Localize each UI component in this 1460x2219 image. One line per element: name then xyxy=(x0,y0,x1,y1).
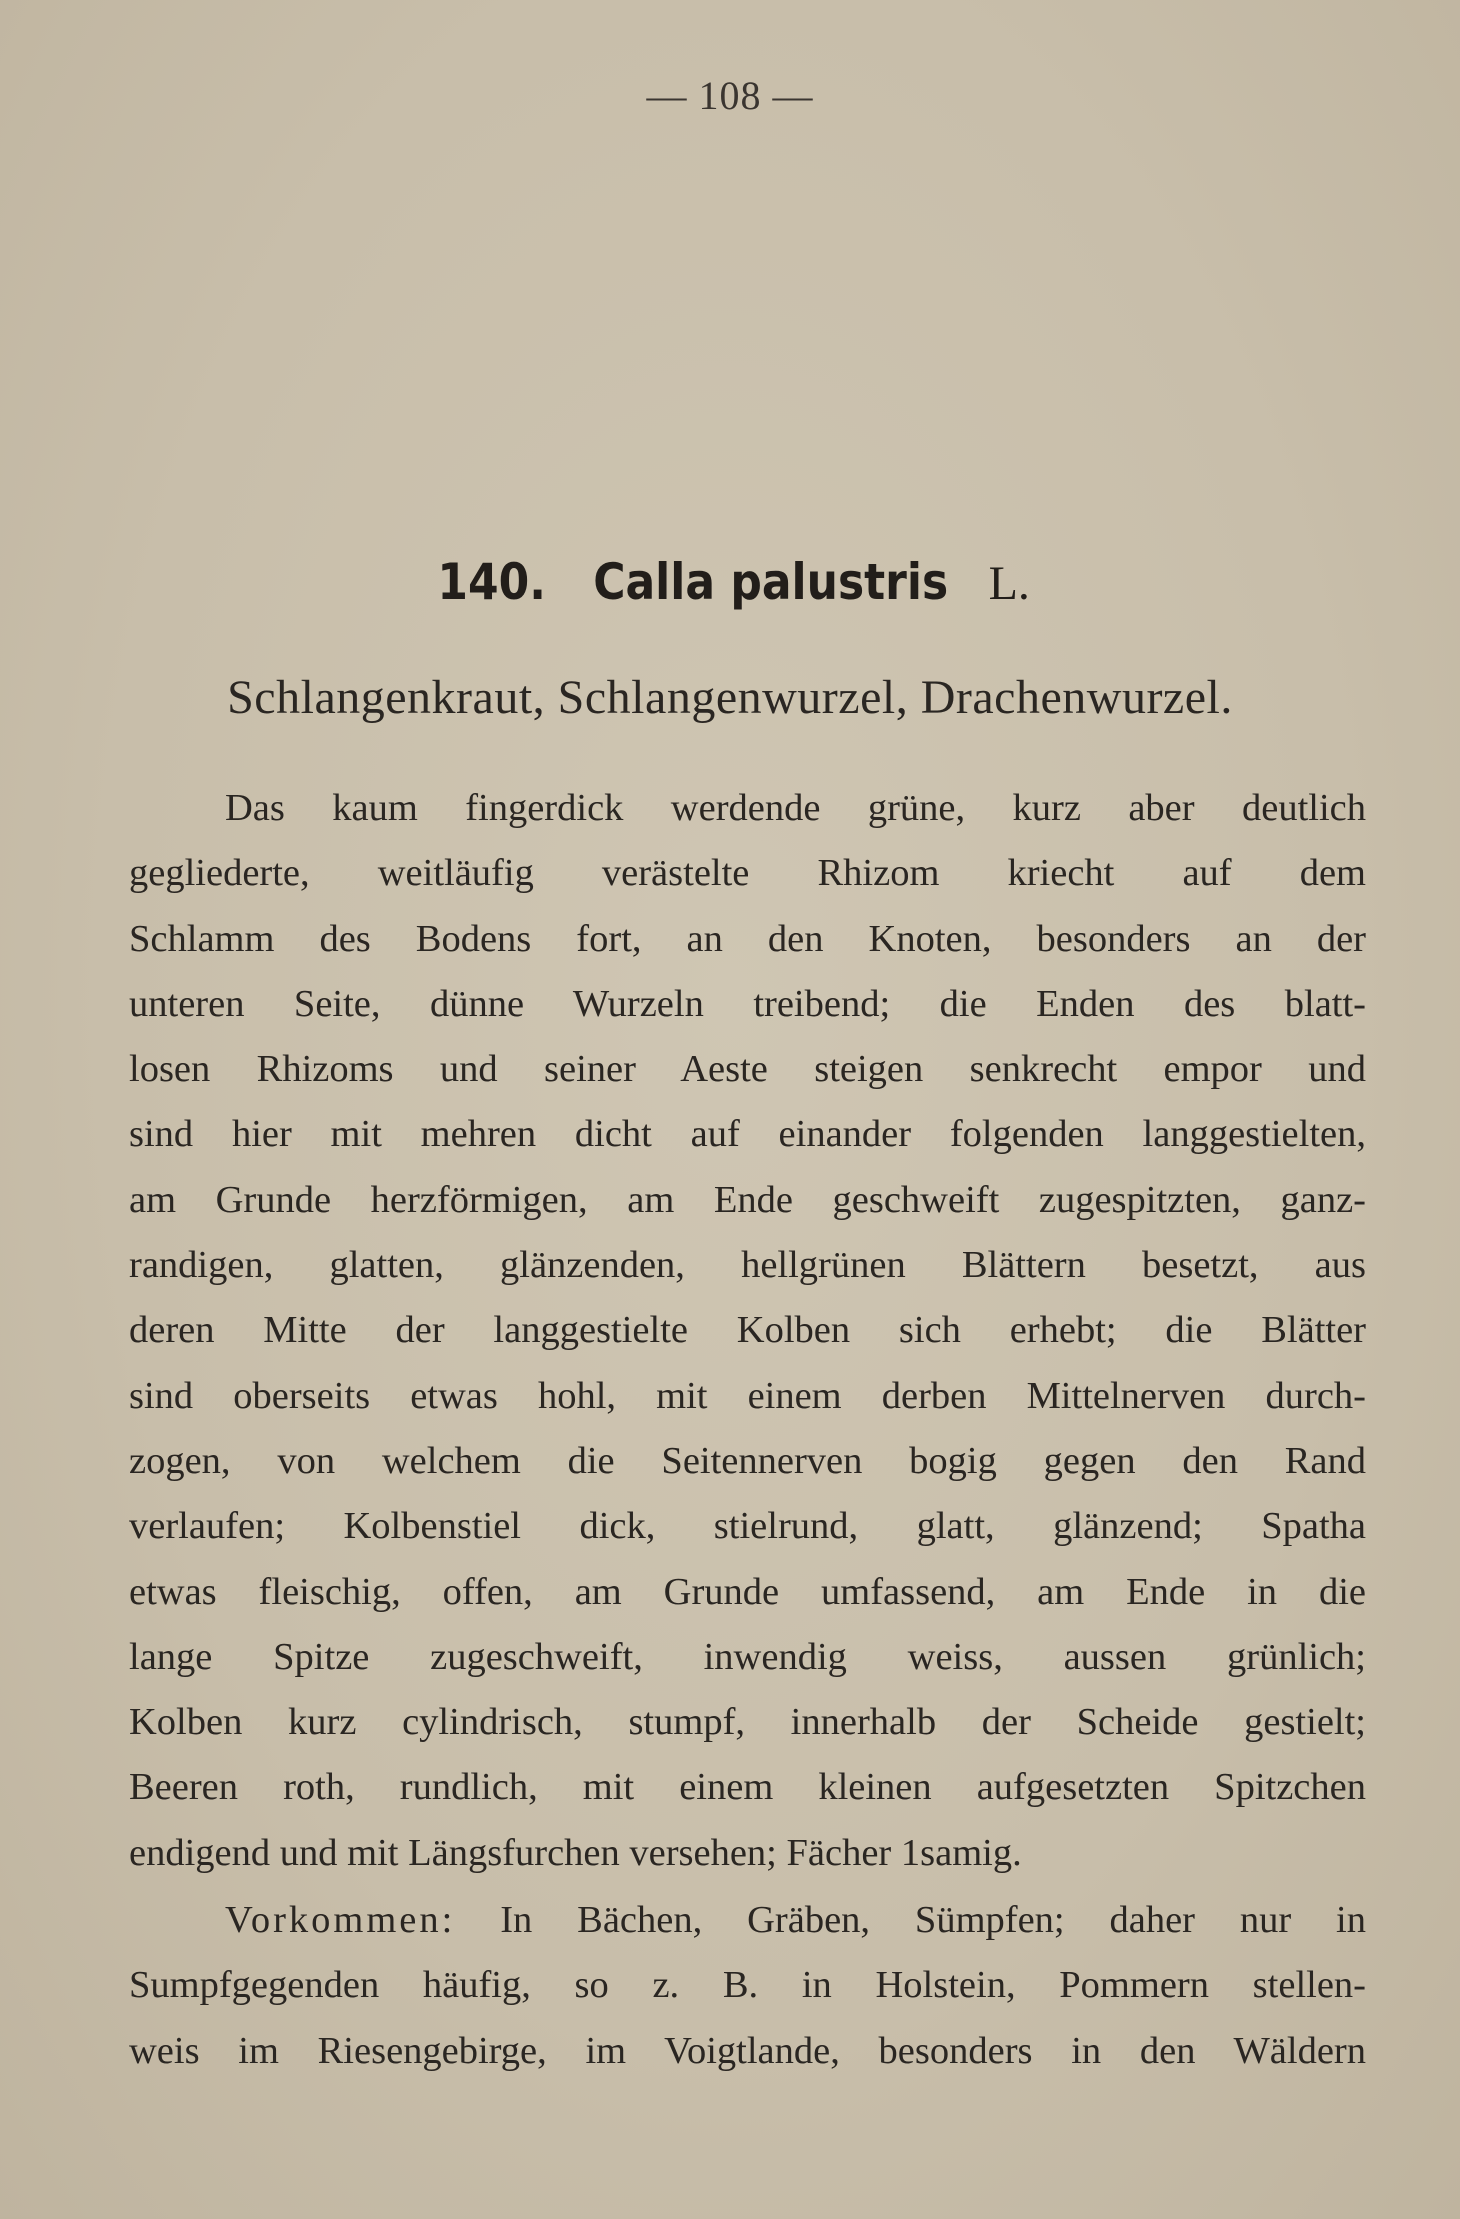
species-number: 140. xyxy=(437,553,547,611)
text-line: randigen, glatten, glänzenden, hellgrünen Blättern besetzt, aus xyxy=(129,1244,1366,1287)
species-heading xyxy=(0,552,1460,614)
text-line xyxy=(129,1888,1366,1953)
species-name: Calla palustris xyxy=(593,553,949,611)
occurrence-label: Vorkommen: xyxy=(225,1899,456,1941)
text-line: Beeren roth, rundlich, mit einem kleinen aufgesetzten Spitzchen xyxy=(129,1766,1366,1809)
text-line: Sumpfgegenden häufig, so z. B. in Holstein, Pommern stellen- xyxy=(129,1964,1366,2007)
text-line: sind hier mit mehren dicht auf einander folgenden langgestielten, xyxy=(129,1113,1366,1156)
species-author: L. xyxy=(988,557,1030,610)
common-names: Schlangenkraut, Schlangenwurzel, Drachenwurzel. xyxy=(227,671,1233,724)
text-line: losen Rhizoms und seiner Aeste steigen senkrecht empor und xyxy=(129,1048,1366,1091)
text-line: weis im Riesengebirge, im Voigtlande, besonders in den Wäldern xyxy=(129,2029,1366,2072)
text-line: Kolben kurz cylindrisch, stumpf, innerhalb der Scheide gestielt; xyxy=(129,1701,1366,1744)
text-line: endigend und mit Längsfurchen versehen; Fächer 1samig. xyxy=(129,1831,1022,1874)
text-line: Schlamm des Bodens fort, an den Knoten, besonders an der xyxy=(129,917,1366,960)
occurrence-paragraph xyxy=(129,1888,1366,2084)
page-number: — 108 — xyxy=(646,73,814,118)
occurrence-text: In Bächen, Gräben, Sümpfen; daher nur in xyxy=(500,1899,1366,1941)
text-line: verlaufen; Kolbenstiel dick, stielrund, glatt, glänzend; Spatha xyxy=(129,1505,1366,1548)
text-line: deren Mitte der langgestielte Kolben sich erhebt; die Blätter xyxy=(129,1309,1366,1352)
description-paragraph xyxy=(129,776,1366,1886)
text-line: Das kaum fingerdick werdende grüne, kurz aber deutlich xyxy=(225,787,1366,829)
text-line: gegliederte, weitläufig verästelte Rhizom kriecht auf dem xyxy=(129,852,1366,895)
text-line: zogen, von welchem die Seitennerven bogig gegen den Rand xyxy=(129,1439,1366,1482)
text-line: etwas fleischig, offen, am Grunde umfassend, am Ende in die xyxy=(129,1570,1366,1613)
text-line: am Grunde herzförmigen, am Ende geschweift zugespitzten, ganz- xyxy=(129,1178,1366,1221)
text-line: unteren Seite, dünne Wurzeln treibend; die Enden des blatt- xyxy=(129,982,1366,1025)
text-line: lange Spitze zugeschweift, inwendig weiss, aussen grünlich; xyxy=(129,1635,1366,1678)
text-line: sind oberseits etwas hohl, mit einem derben Mittelnerven durch- xyxy=(129,1374,1366,1417)
